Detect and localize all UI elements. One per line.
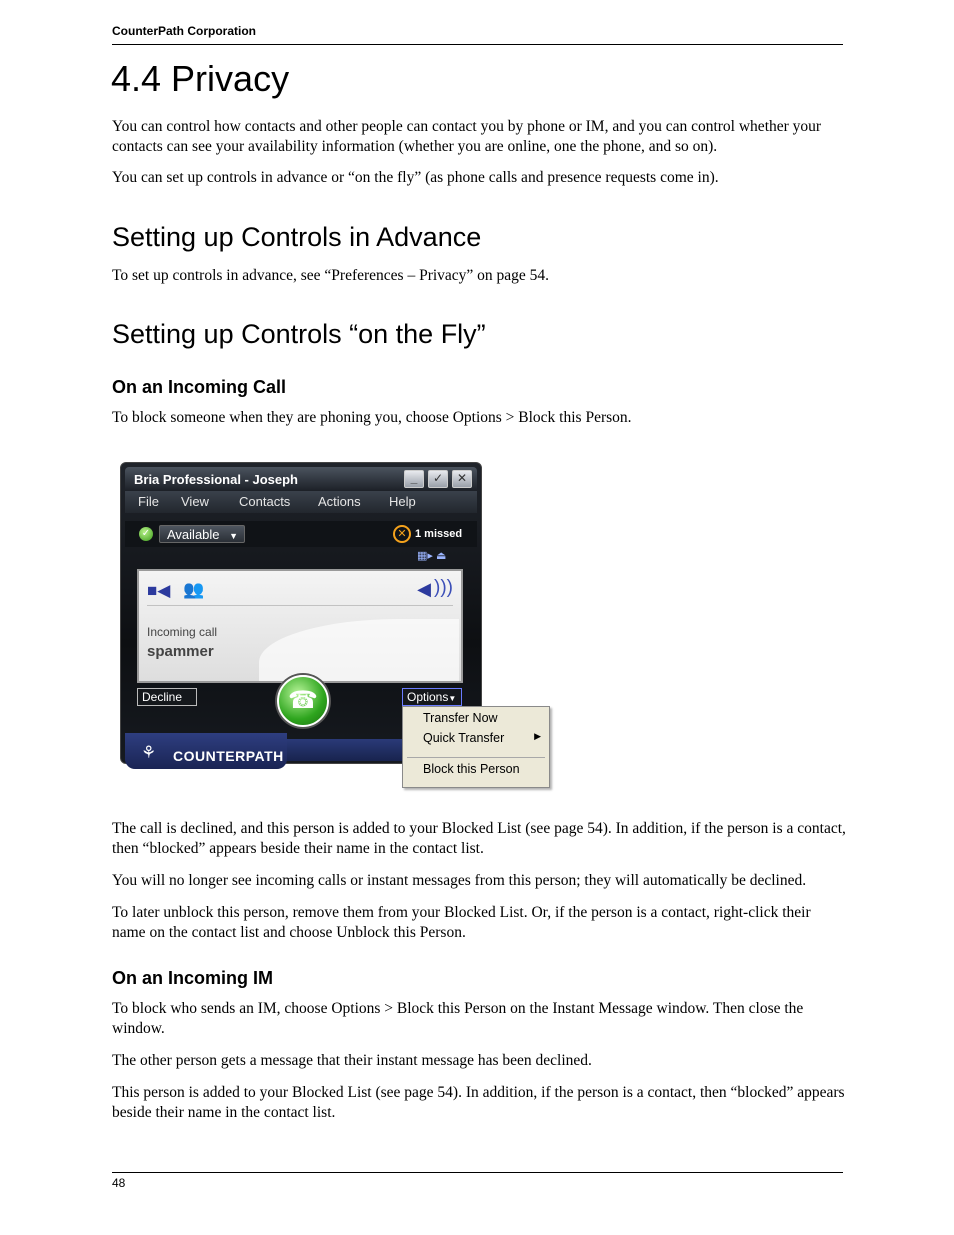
available-check-icon: ✓ (139, 527, 153, 541)
minimize-icon[interactable]: _ (404, 470, 424, 488)
decline-button[interactable]: Decline (137, 688, 197, 706)
incoming-call-label: Incoming call (147, 625, 218, 639)
title-bar (125, 467, 477, 491)
brand-logo-text: COUNTERPATH (173, 748, 284, 764)
menu-bar (125, 491, 477, 513)
after-paragraph-1: The call is declined, and this person is added to your Blocked List (see page 54). In addition, if the person is a contact, then “blocked” appears beside their name in the contact list. (112, 820, 846, 857)
answer-phone-icon[interactable]: ☎ (277, 675, 329, 727)
incoming-call-heading: On an Incoming Call (112, 377, 287, 397)
call-panel (137, 569, 463, 683)
panel-divider (147, 605, 453, 606)
status-bar (125, 521, 477, 547)
status-label: Available (167, 527, 220, 542)
header-rule (112, 44, 843, 45)
conference-icon[interactable]: 👥 (183, 580, 205, 599)
menu-item-quick-transfer[interactable]: Quick Transfer (423, 731, 505, 745)
menu-view[interactable]: View (181, 494, 209, 509)
dialpad-icon[interactable]: ▦▸ ⏏ (417, 550, 447, 562)
advance-heading: Setting up Controls in Advance (112, 222, 482, 252)
im-paragraph-2: The other person gets a message that their instant message has been declined. (112, 1052, 592, 1069)
page-number: 48 (112, 1176, 126, 1190)
running-header: CounterPath Corporation (112, 24, 256, 38)
options-chevron-icon: ▼ (448, 694, 457, 703)
status-dropdown[interactable] (159, 525, 245, 543)
video-camera-icon[interactable]: ■◀ (147, 581, 171, 600)
window-title: Bria Professional - Joseph (134, 472, 298, 487)
menu-item-block-person[interactable]: Block this Person (423, 762, 520, 776)
volume-icon[interactable]: ))) (434, 577, 453, 598)
missed-count[interactable]: 1 missed (415, 528, 463, 540)
menu-actions[interactable]: Actions (318, 494, 361, 509)
after-paragraph-2: You will no longer see incoming calls or instant messages from this person; they will automatically be declined. (112, 872, 807, 889)
counterpath-logo-icon: ⚘ (141, 743, 157, 762)
section-title: 4.4 Privacy (111, 58, 290, 99)
missed-call-icon[interactable]: ✕ (393, 525, 411, 543)
submenu-arrow-icon: ▶ (534, 731, 541, 741)
im-paragraph-1: To block who sends an IM, choose Options > Block this Person on the Instant Message window. Then close the window. (112, 1000, 804, 1037)
caller-name: spammer (147, 643, 214, 660)
intro-paragraph-1: You can control how contacts and other people can contact you by phone or IM, and you can control whether your contacts can see your availability information (whether you are online, one the phone, and so on). (112, 118, 822, 155)
advance-text: To set up controls in advance, see “Preferences – Privacy” on page 54. (112, 267, 550, 284)
bria-screenshot (120, 462, 560, 792)
menu-separator (407, 757, 545, 758)
panel-decoration (259, 619, 459, 681)
incoming-call-text: To block someone when they are phoning you, choose Options > Block this Person. (112, 409, 632, 426)
im-paragraph-3: This person is added to your Blocked List (see page 54). In addition, if the person is a contact, then “blocked” appears beside their name in the contact list. (112, 1084, 845, 1121)
options-label: Options (407, 690, 449, 704)
close-icon[interactable]: ✕ (452, 470, 472, 488)
incoming-im-heading: On an Incoming IM (112, 968, 273, 988)
footer-rule (112, 1172, 843, 1173)
menu-item-transfer-now[interactable]: Transfer Now (423, 711, 498, 725)
options-button[interactable] (402, 688, 462, 706)
speaker-icon[interactable]: ◀ (417, 579, 431, 599)
compact-icon[interactable]: ✓ (428, 470, 448, 488)
options-menu (402, 706, 550, 788)
chevron-down-icon: ▼ (229, 531, 239, 541)
menu-file[interactable]: File (138, 494, 159, 509)
intro-paragraph-2: You can set up controls in advance or “on the fly” (as phone calls and presence requests come in). (112, 169, 719, 186)
menu-help[interactable]: Help (389, 494, 416, 509)
onthefly-heading: Setting up Controls “on the Fly” (112, 319, 486, 349)
after-paragraph-3: To later unblock this person, remove them from your Blocked List. Or, if the person is a contact, right-click their name on the contact list and choose Unblock this Person. (112, 904, 811, 941)
menu-contacts[interactable]: Contacts (239, 494, 291, 509)
